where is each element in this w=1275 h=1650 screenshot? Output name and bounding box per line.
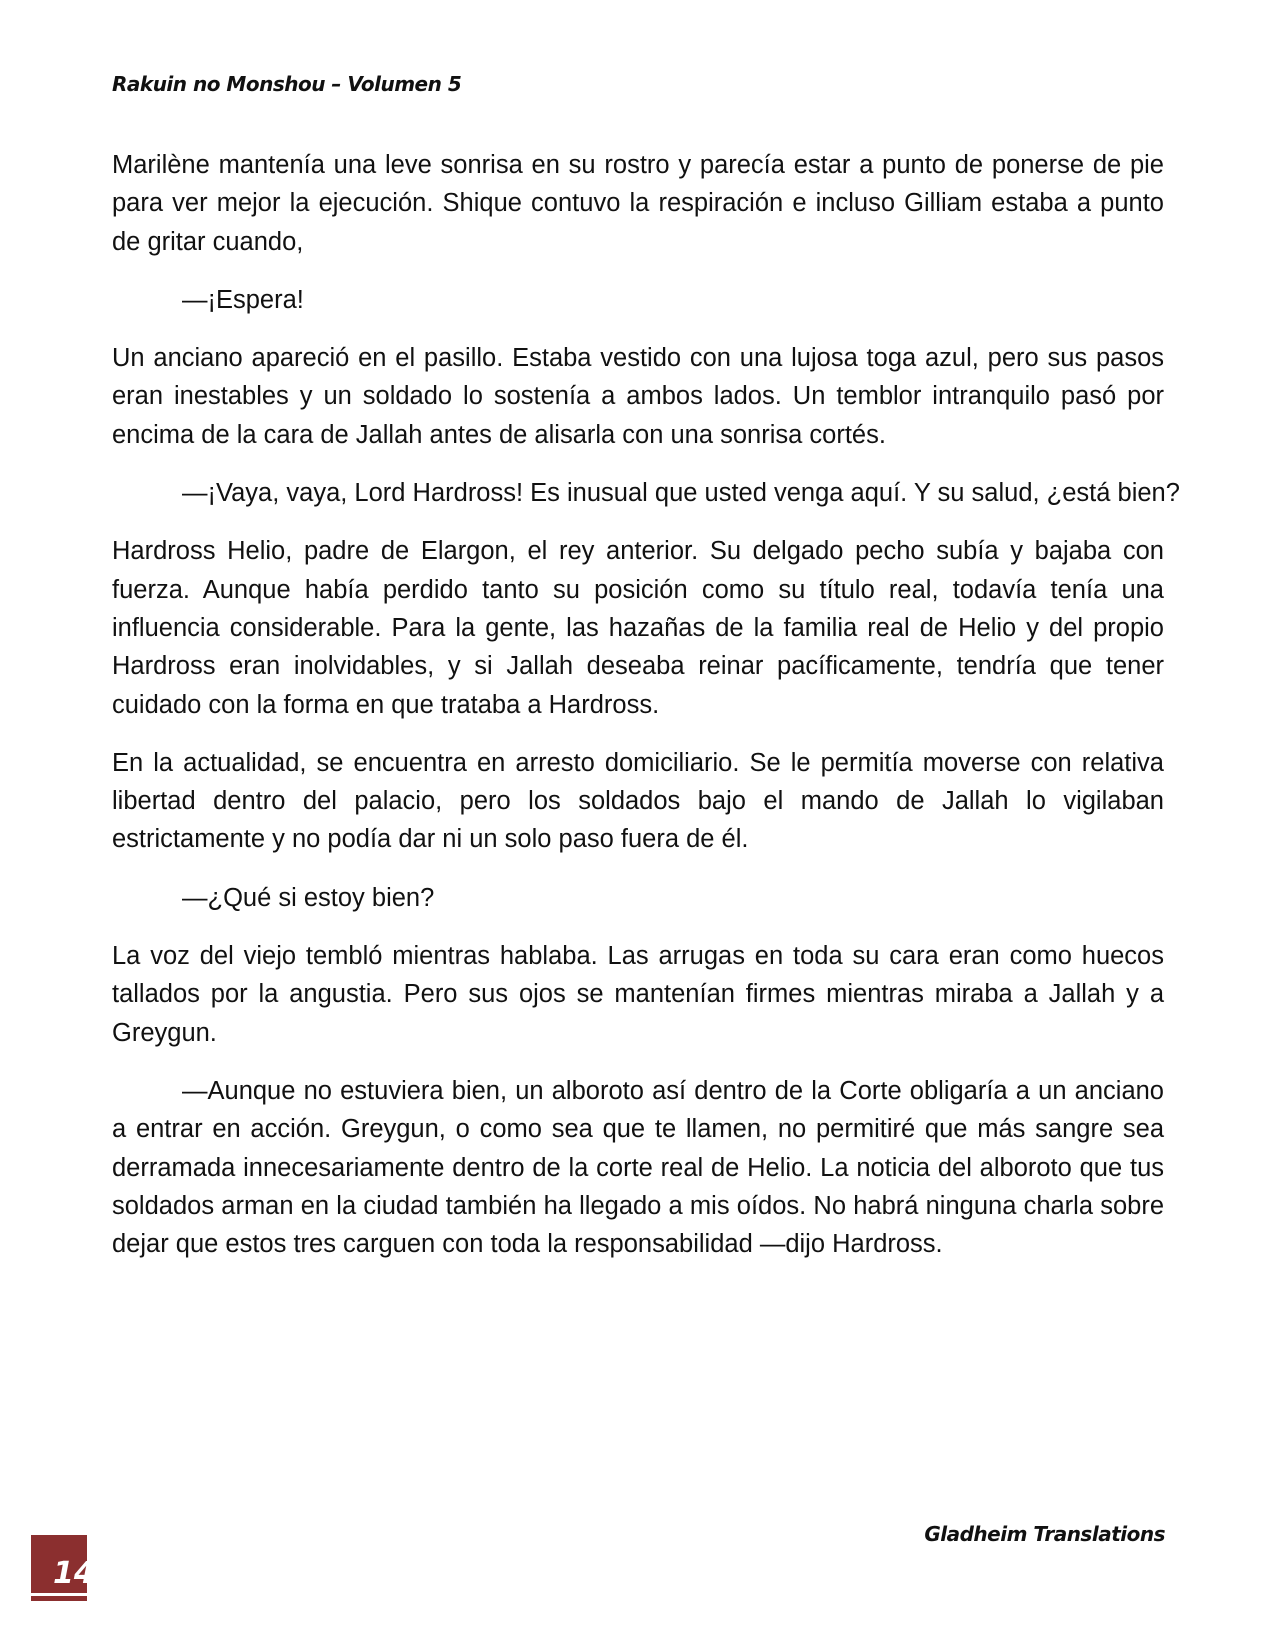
dialogue-line: —¡Espera! xyxy=(182,285,304,314)
dialogue-paragraph: —Aunque no estuviera bien, un alboroto así dentro de la Corte obligaría a un anciano a entrar en acción. Greygun, o como sea que te llamen, no permitiré que más sangre sea derramada innecesariamente dentro de la corte real de Helio. La noticia del alboroto que tus soldados arman en la ciudad también ha llegado a mis oídos. No habrá ninguna charla sobre dejar que estos tres carguen con toda la responsabilidad —dijo Hardross. xyxy=(112,1076,1164,1259)
paragraph: Un anciano apareció en el pasillo. Estaba vestido con una lujosa toga azul, pero sus pasos eran inestables y un soldado lo sostenía a ambos lados. Un temblor intranquilo pasó por encima de la cara de Jallah antes de alisarla con una sonrisa cortés. xyxy=(112,344,1164,449)
page-number-box xyxy=(31,1535,95,1601)
dialogue-line: —¿Qué si estoy bien? xyxy=(182,883,435,912)
paragraph: Marilène mantenía una leve sonrisa en su rostro y parecía estar a punto de ponerse de pie para ver mejor la ejecución. Shique contuvo la respiración e incluso Gilliam estaba a punto de gritar cuando, xyxy=(112,151,1164,256)
paragraph: La voz del viejo tembló mientras hablaba. Las arrugas en toda su cara eran como huecos tallados por la angustia. Pero sus ojos se mantenían firmes mientras miraba a Jallah y a Greygun. xyxy=(112,942,1164,1047)
paragraph: En la actualidad, se encuentra en arresto domiciliario. Se le permitía moverse con relativa libertad dentro del palacio, pero los soldados bajo el mando de Jallah lo vigilaban estrictamente y no podía dar ni un solo paso fuera de él. xyxy=(112,748,1164,854)
page-body xyxy=(112,146,1180,1283)
paragraph: Hardross Helio, padre de Elargon, el rey anterior. Su delgado pecho subía y bajaba con fuerza. Aunque había perdido tanto su posición como su título real, todavía tenía una influencia considerable. Para la gente, las hazañas de la familia real de Helio y del propio Hardross eran inolvidables, y si Jallah deseaba reinar pacíficamente, tendría que tener cuidado con la forma en que trataba a Hardross. xyxy=(112,537,1164,719)
dialogue-line: —¡Vaya, vaya, Lord Hardross! Es inusual que usted venga aquí. Y su salud, ¿está bien? xyxy=(182,479,1180,508)
page-number-underline xyxy=(31,1593,87,1596)
page-number: 14 xyxy=(53,1556,95,1591)
footer-credit: Gladheim Translations xyxy=(924,1522,1165,1546)
running-header: Rakuin no Monshou – Volumen 5 xyxy=(112,72,462,96)
